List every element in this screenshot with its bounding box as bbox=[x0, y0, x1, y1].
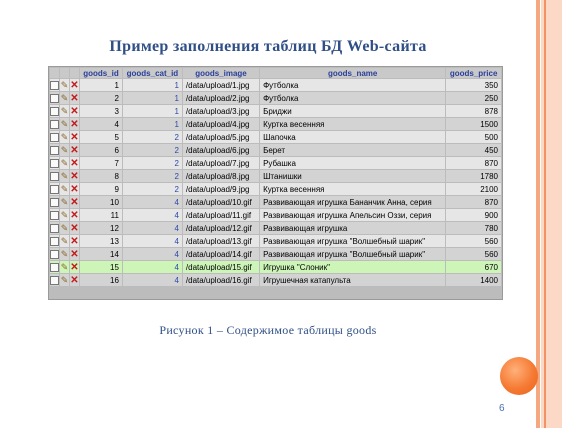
delete-cell bbox=[70, 248, 79, 260]
checkbox-icon[interactable] bbox=[50, 237, 59, 246]
pencil-icon[interactable]: ✎ bbox=[60, 92, 69, 103]
table-row[interactable] bbox=[50, 170, 501, 182]
cell-goods-cat-id: 2 bbox=[123, 131, 182, 143]
cell-goods-id: 1 bbox=[80, 79, 122, 91]
cell-goods-image: /data/upload/6.jpg bbox=[183, 144, 259, 156]
cell-goods-name: Куртка весенняя bbox=[260, 183, 445, 195]
cell-goods-image: /data/upload/7.jpg bbox=[183, 157, 259, 169]
checkbox-icon[interactable] bbox=[50, 224, 59, 233]
cell-goods-id: 12 bbox=[80, 222, 122, 234]
goods-table-screenshot bbox=[48, 66, 503, 300]
column-header-goods-price[interactable]: goods_price bbox=[446, 68, 501, 78]
cell-goods-image: /data/upload/2.jpg bbox=[183, 92, 259, 104]
cell-goods-image: /data/upload/9.jpg bbox=[183, 183, 259, 195]
table-row[interactable] bbox=[50, 261, 501, 273]
row-select-cell bbox=[50, 157, 59, 169]
cell-goods-name: Развивающая игрушка Апельсин Оззи, серия bbox=[260, 209, 445, 221]
pencil-icon[interactable]: ✎ bbox=[60, 261, 69, 272]
delete-cell bbox=[70, 196, 79, 208]
delete-cell bbox=[70, 92, 79, 104]
checkbox-icon[interactable] bbox=[50, 276, 59, 285]
cell-goods-image: /data/upload/1.jpg bbox=[183, 79, 259, 91]
row-select-cell bbox=[50, 235, 59, 247]
edit-column-header bbox=[60, 68, 69, 78]
cell-goods-image: /data/upload/14.gif bbox=[183, 248, 259, 260]
cell-goods-id: 4 bbox=[80, 118, 122, 130]
pencil-icon[interactable]: ✎ bbox=[60, 248, 69, 259]
checkbox-icon[interactable] bbox=[50, 185, 59, 194]
row-select-cell bbox=[50, 131, 59, 143]
delete-x-icon[interactable]: ✕ bbox=[70, 274, 79, 286]
edit-cell bbox=[60, 248, 69, 260]
table-row[interactable] bbox=[50, 222, 501, 234]
cell-goods-price: 1400 bbox=[446, 274, 501, 286]
row-select-cell bbox=[50, 196, 59, 208]
cell-goods-image: /data/upload/11.gif bbox=[183, 209, 259, 221]
page-number: 6 bbox=[499, 403, 505, 414]
delete-x-icon[interactable]: ✕ bbox=[70, 196, 79, 208]
table-row[interactable] bbox=[50, 183, 501, 195]
edit-cell bbox=[60, 92, 69, 104]
cell-goods-image: /data/upload/15.gif bbox=[183, 261, 259, 273]
checkbox-icon[interactable] bbox=[50, 263, 59, 272]
row-select-cell bbox=[50, 261, 59, 273]
cell-goods-name: Игрушка "Слоник" bbox=[260, 261, 445, 273]
row-select-cell bbox=[50, 92, 59, 104]
row-select-cell bbox=[50, 170, 59, 182]
cell-goods-id: 11 bbox=[80, 209, 122, 221]
table-row[interactable] bbox=[50, 118, 501, 130]
cell-goods-cat-id: 1 bbox=[123, 79, 182, 91]
cell-goods-name: Куртка весенняя bbox=[260, 118, 445, 130]
cell-goods-cat-id: 1 bbox=[123, 92, 182, 104]
pencil-icon[interactable]: ✎ bbox=[60, 183, 69, 194]
pencil-icon[interactable]: ✎ bbox=[60, 196, 69, 207]
delete-cell bbox=[70, 209, 79, 221]
row-select-cell bbox=[50, 144, 59, 156]
cell-goods-price: 870 bbox=[446, 157, 501, 169]
table-row[interactable] bbox=[50, 196, 501, 208]
row-select-cell bbox=[50, 209, 59, 221]
cell-goods-id: 15 bbox=[80, 261, 122, 273]
checkbox-icon[interactable] bbox=[50, 81, 59, 90]
delete-cell bbox=[70, 170, 79, 182]
cell-goods-id: 8 bbox=[80, 170, 122, 182]
delete-x-icon[interactable]: ✕ bbox=[70, 131, 79, 143]
cell-goods-price: 870 bbox=[446, 196, 501, 208]
cell-goods-name: Штанишки bbox=[260, 170, 445, 182]
cell-goods-cat-id: 4 bbox=[123, 209, 182, 221]
checkbox-icon[interactable] bbox=[50, 107, 59, 116]
edit-cell bbox=[60, 209, 69, 221]
cell-goods-image: /data/upload/8.jpg bbox=[183, 170, 259, 182]
cell-goods-price: 1780 bbox=[446, 170, 501, 182]
cell-goods-id: 2 bbox=[80, 92, 122, 104]
cell-goods-id: 16 bbox=[80, 274, 122, 286]
cell-goods-price: 500 bbox=[446, 131, 501, 143]
table-row[interactable] bbox=[50, 144, 501, 156]
cell-goods-id: 13 bbox=[80, 235, 122, 247]
cell-goods-cat-id: 4 bbox=[123, 248, 182, 260]
delete-cell bbox=[70, 157, 79, 169]
column-header-goods-cat-id[interactable]: goods_cat_id bbox=[123, 68, 182, 78]
pencil-icon[interactable]: ✎ bbox=[60, 105, 69, 116]
cell-goods-id: 3 bbox=[80, 105, 122, 117]
row-select-cell bbox=[50, 248, 59, 260]
cell-goods-cat-id: 4 bbox=[123, 235, 182, 247]
cell-goods-id: 9 bbox=[80, 183, 122, 195]
delete-x-icon[interactable]: ✕ bbox=[70, 157, 79, 169]
cell-goods-cat-id: 2 bbox=[123, 183, 182, 195]
cell-goods-cat-id: 2 bbox=[123, 144, 182, 156]
cell-goods-name: Футболка bbox=[260, 79, 445, 91]
pencil-icon[interactable]: ✎ bbox=[60, 235, 69, 246]
cell-goods-cat-id: 1 bbox=[123, 105, 182, 117]
checkbox-icon[interactable] bbox=[50, 159, 59, 168]
delete-cell bbox=[70, 183, 79, 195]
pencil-icon[interactable]: ✎ bbox=[60, 274, 69, 285]
pencil-icon[interactable]: ✎ bbox=[60, 131, 69, 142]
decor-circle bbox=[500, 357, 538, 395]
pencil-icon[interactable]: ✎ bbox=[60, 170, 69, 181]
delete-x-icon[interactable]: ✕ bbox=[70, 105, 79, 117]
cell-goods-price: 878 bbox=[446, 105, 501, 117]
edit-cell bbox=[60, 105, 69, 117]
table-row[interactable] bbox=[50, 235, 501, 247]
cell-goods-name: Развивающая игрушка "Волшебный шарик" bbox=[260, 248, 445, 260]
cell-goods-id: 10 bbox=[80, 196, 122, 208]
delete-x-icon[interactable]: ✕ bbox=[70, 170, 79, 182]
cell-goods-name: Футболка bbox=[260, 92, 445, 104]
checkbox-icon[interactable] bbox=[50, 250, 59, 259]
cell-goods-cat-id: 1 bbox=[123, 118, 182, 130]
edit-cell bbox=[60, 118, 69, 130]
cell-goods-price: 670 bbox=[446, 261, 501, 273]
cell-goods-image: /data/upload/5.jpg bbox=[183, 131, 259, 143]
cell-goods-name: Рубашка bbox=[260, 157, 445, 169]
table-row[interactable] bbox=[50, 79, 501, 91]
cell-goods-image: /data/upload/4.jpg bbox=[183, 118, 259, 130]
delete-x-icon[interactable]: ✕ bbox=[70, 118, 79, 130]
edit-cell bbox=[60, 235, 69, 247]
row-select-cell bbox=[50, 118, 59, 130]
row-select-cell bbox=[50, 222, 59, 234]
figure-caption: Рисунок 1 – Содержимое таблицы goods bbox=[159, 323, 377, 337]
cell-goods-price: 560 bbox=[446, 248, 501, 260]
row-select-cell bbox=[50, 183, 59, 195]
cell-goods-cat-id: 4 bbox=[123, 196, 182, 208]
delete-x-icon[interactable]: ✕ bbox=[70, 92, 79, 104]
checkbox-icon[interactable] bbox=[50, 94, 59, 103]
edit-cell bbox=[60, 170, 69, 182]
delete-x-icon[interactable]: ✕ bbox=[70, 209, 79, 221]
pencil-icon[interactable]: ✎ bbox=[60, 222, 69, 233]
cell-goods-price: 1500 bbox=[446, 118, 501, 130]
cell-goods-price: 350 bbox=[446, 79, 501, 91]
pencil-icon[interactable]: ✎ bbox=[60, 118, 69, 129]
cell-goods-name: Развивающая игрушка "Волшебный шарик" bbox=[260, 235, 445, 247]
table-body bbox=[50, 79, 501, 286]
cell-goods-image: /data/upload/12.gif bbox=[183, 222, 259, 234]
delete-column-header bbox=[70, 68, 79, 78]
cell-goods-image: /data/upload/3.jpg bbox=[183, 105, 259, 117]
delete-cell bbox=[70, 144, 79, 156]
delete-x-icon[interactable]: ✕ bbox=[70, 79, 79, 91]
edit-cell bbox=[60, 79, 69, 91]
cell-goods-name: Шапочка bbox=[260, 131, 445, 143]
delete-cell bbox=[70, 274, 79, 286]
delete-cell bbox=[70, 118, 79, 130]
cell-goods-price: 900 bbox=[446, 209, 501, 221]
edit-cell bbox=[60, 274, 69, 286]
delete-x-icon[interactable]: ✕ bbox=[70, 248, 79, 260]
table-row[interactable] bbox=[50, 157, 501, 169]
table-row[interactable] bbox=[50, 274, 501, 286]
delete-cell bbox=[70, 261, 79, 273]
cell-goods-cat-id: 4 bbox=[123, 222, 182, 234]
decor-stripe bbox=[544, 0, 546, 428]
delete-x-icon[interactable]: ✕ bbox=[70, 235, 79, 247]
edit-cell bbox=[60, 131, 69, 143]
cell-goods-name: Игрушечная катапульта bbox=[260, 274, 445, 286]
cell-goods-name: Бриджи bbox=[260, 105, 445, 117]
checkbox-icon[interactable] bbox=[50, 120, 59, 129]
select-column-header bbox=[50, 68, 59, 78]
row-select-cell bbox=[50, 79, 59, 91]
column-header-goods-id[interactable]: goods_id bbox=[80, 68, 122, 78]
edit-cell bbox=[60, 157, 69, 169]
cell-goods-id: 5 bbox=[80, 131, 122, 143]
edit-cell bbox=[60, 222, 69, 234]
cell-goods-image: /data/upload/16.gif bbox=[183, 274, 259, 286]
delete-x-icon[interactable]: ✕ bbox=[70, 144, 79, 156]
cell-goods-name: Развивающая игрушка bbox=[260, 222, 445, 234]
table-row[interactable] bbox=[50, 92, 501, 104]
checkbox-icon[interactable] bbox=[50, 198, 59, 207]
cell-goods-price: 250 bbox=[446, 92, 501, 104]
cell-goods-price: 2100 bbox=[446, 183, 501, 195]
cell-goods-id: 7 bbox=[80, 157, 122, 169]
cell-goods-name: Берет bbox=[260, 144, 445, 156]
cell-goods-cat-id: 4 bbox=[123, 261, 182, 273]
checkbox-icon[interactable] bbox=[50, 146, 59, 155]
cell-goods-image: /data/upload/10.gif bbox=[183, 196, 259, 208]
edit-cell bbox=[60, 196, 69, 208]
column-header-goods-name[interactable]: goods_name bbox=[260, 68, 445, 78]
cell-goods-cat-id: 2 bbox=[123, 157, 182, 169]
table-header-row bbox=[50, 68, 501, 78]
delete-x-icon[interactable]: ✕ bbox=[70, 183, 79, 195]
row-select-cell bbox=[50, 274, 59, 286]
cell-goods-price: 560 bbox=[446, 235, 501, 247]
column-header-goods-image[interactable]: goods_image bbox=[183, 68, 259, 78]
slide-title: Пример заполнения таблиц БД Web-сайта bbox=[109, 38, 427, 55]
table-row[interactable] bbox=[50, 131, 501, 143]
delete-cell bbox=[70, 222, 79, 234]
checkbox-icon[interactable] bbox=[50, 133, 59, 142]
table-row[interactable] bbox=[50, 209, 501, 221]
cell-goods-cat-id: 2 bbox=[123, 170, 182, 182]
cell-goods-name: Развивающая игрушка Бананчик Анна, серия bbox=[260, 196, 445, 208]
delete-x-icon[interactable]: ✕ bbox=[70, 261, 79, 273]
edit-cell bbox=[60, 144, 69, 156]
cell-goods-id: 6 bbox=[80, 144, 122, 156]
pencil-icon[interactable]: ✎ bbox=[60, 79, 69, 90]
cell-goods-id: 14 bbox=[80, 248, 122, 260]
table-row[interactable] bbox=[50, 248, 501, 260]
delete-cell bbox=[70, 79, 79, 91]
decor-stripe bbox=[536, 0, 540, 428]
pencil-icon[interactable]: ✎ bbox=[60, 144, 69, 155]
cell-goods-price: 450 bbox=[446, 144, 501, 156]
edit-cell bbox=[60, 183, 69, 195]
checkbox-icon[interactable] bbox=[50, 211, 59, 220]
delete-cell bbox=[70, 235, 79, 247]
row-select-cell bbox=[50, 105, 59, 117]
cell-goods-image: /data/upload/13.gif bbox=[183, 235, 259, 247]
cell-goods-cat-id: 4 bbox=[123, 274, 182, 286]
goods-table bbox=[49, 67, 502, 287]
pencil-icon[interactable]: ✎ bbox=[60, 157, 69, 168]
pencil-icon[interactable]: ✎ bbox=[60, 209, 69, 220]
delete-cell bbox=[70, 131, 79, 143]
edit-cell bbox=[60, 261, 69, 273]
cell-goods-price: 780 bbox=[446, 222, 501, 234]
delete-x-icon[interactable]: ✕ bbox=[70, 222, 79, 234]
checkbox-icon[interactable] bbox=[50, 172, 59, 181]
delete-cell bbox=[70, 105, 79, 117]
table-row[interactable] bbox=[50, 105, 501, 117]
